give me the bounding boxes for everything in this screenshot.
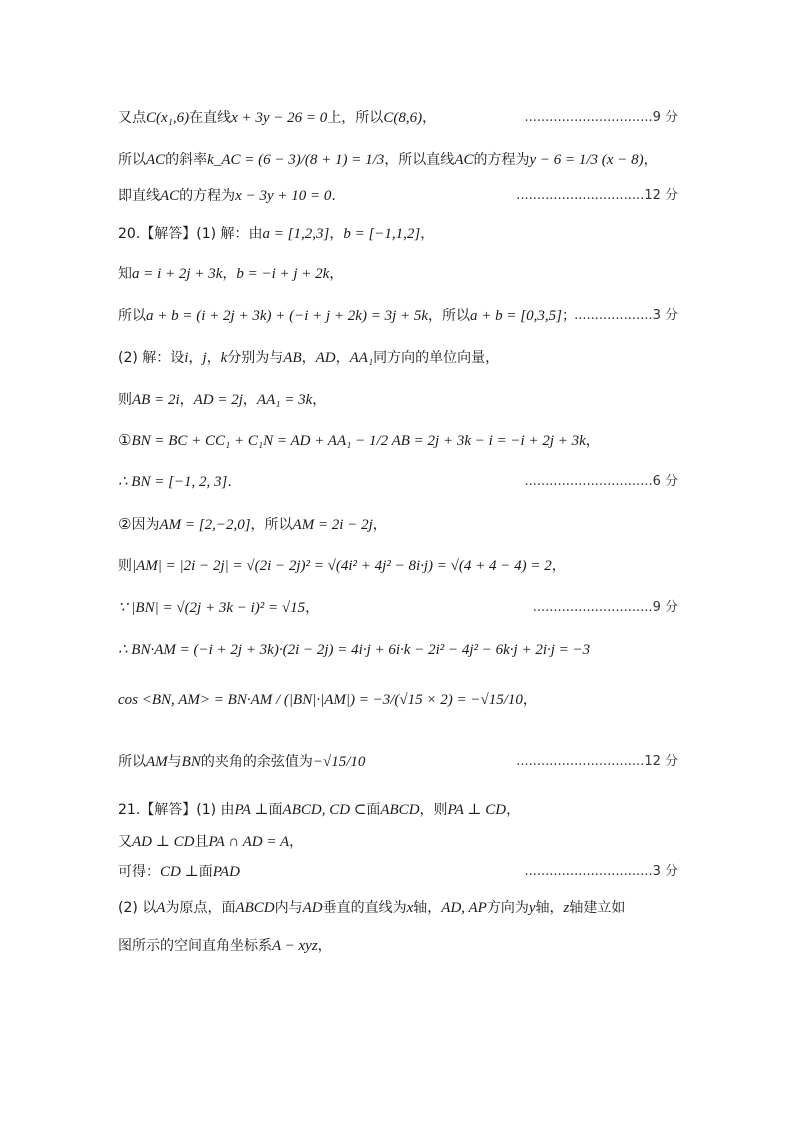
solution-line	[118, 598, 678, 618]
solution-line	[118, 472, 678, 492]
math-expression: a + b = (i + 2j + 3k) + (−i + j + 2k) = 3j + 5k	[146, 308, 429, 324]
line-text: 面	[198, 864, 213, 880]
math-expression: C(x₁,6)	[146, 110, 190, 126]
score-marker: ...............................9 分	[524, 110, 678, 125]
math-expression: j	[202, 350, 207, 366]
math-expression: AC	[160, 188, 180, 204]
solution-line	[118, 306, 678, 326]
line-text: ，	[206, 350, 221, 366]
line-text: ；	[561, 308, 576, 324]
math-expression: AM	[146, 754, 168, 770]
line-text: ，所以	[250, 517, 293, 533]
line-text: .	[331, 188, 336, 204]
line-text: ，	[372, 517, 387, 533]
math-expression: AM = [2,−2,0]	[159, 517, 251, 533]
line-text: 则	[118, 558, 132, 574]
line-text: 又点	[118, 110, 146, 126]
math-expression: x	[406, 900, 414, 916]
solution-line	[118, 936, 678, 956]
line-text: ，	[222, 266, 237, 282]
math-expression: ∵ |BN| = √(2j + 3k − i)² = √15	[118, 600, 306, 616]
line-text: ，	[551, 558, 566, 574]
solution-line	[118, 186, 678, 206]
line-text: ，则	[419, 802, 448, 818]
line-text: 分别为与	[227, 350, 284, 366]
line-text: 所以	[118, 308, 146, 324]
solution-line	[118, 556, 678, 576]
math-expression: AA₁	[349, 350, 374, 366]
line-text: ，	[643, 152, 658, 168]
solution-line	[118, 108, 678, 128]
solution-line	[118, 514, 678, 535]
solution-line	[118, 390, 678, 410]
math-expression: b = [−1,1,2]	[343, 226, 421, 242]
line-text: 轴建立如	[569, 900, 626, 916]
line-text: 21.【解答】(1) 由	[118, 802, 235, 818]
line-text: ，	[179, 392, 194, 408]
line-text: 面	[366, 802, 381, 818]
line-text: ，	[242, 392, 257, 408]
line-text: ，	[506, 802, 521, 818]
line-text: 的方程为	[473, 152, 530, 168]
line-text: 的夹角的余弦值为	[200, 754, 313, 770]
line-text: 所以	[118, 754, 146, 770]
math-expression: y − 6 = 1/3 (x − 8)	[529, 152, 644, 168]
line-text: .	[227, 474, 232, 490]
line-text: 知	[118, 266, 132, 282]
math-expression: AD ⊥ CD	[132, 834, 195, 850]
math-expression: PA ∩ AD = A	[208, 834, 290, 850]
line-text: ，	[301, 350, 316, 366]
line-text: ，	[289, 834, 304, 850]
math-expression: PA ⊥	[234, 802, 269, 818]
line-text: ，	[312, 392, 327, 408]
math-expression: ABCD	[380, 802, 420, 818]
line-text: 所以	[118, 152, 146, 168]
math-expression: AB = 2i	[132, 392, 180, 408]
line-text: ①	[118, 431, 132, 449]
score-marker: ...............................12 分	[516, 754, 678, 769]
line-text: 则	[118, 392, 132, 408]
line-text: 又	[118, 834, 132, 850]
solution-line	[118, 264, 678, 284]
solution-line	[118, 690, 678, 710]
score-marker: .............................9 分	[532, 600, 678, 615]
math-expression: ABCD	[235, 900, 275, 916]
math-expression: ∴ BN = [−1, 2, 3]	[118, 474, 228, 490]
score-marker: ...............................6 分	[524, 474, 678, 489]
line-text: 与	[167, 754, 182, 770]
math-expression: BN = BC + CC₁ + C₁N = AD + AA₁ − 1/2 AB = 2j + 3k − i = −i + 2j + 3k	[131, 433, 586, 449]
line-text: (2) 解：设	[118, 350, 185, 366]
math-expression: BN	[181, 754, 201, 770]
line-text: ，	[188, 350, 203, 366]
line-text: ，	[329, 266, 344, 282]
math-expression: CD ⊥	[160, 864, 199, 880]
line-text: 同方向的单位向量，	[373, 350, 500, 366]
line-text: (2) 以	[118, 900, 157, 916]
math-expression: AD, AP	[441, 900, 487, 916]
line-text: 且	[194, 834, 209, 850]
math-expression: y	[528, 900, 536, 916]
math-expression: AB	[283, 350, 302, 366]
solution-line	[118, 150, 678, 170]
math-expression: PAD	[212, 864, 240, 880]
line-text: ，	[305, 600, 320, 616]
line-text: 方向为	[486, 900, 529, 916]
line-text: 上，所以	[327, 110, 384, 126]
line-text: ，	[329, 226, 344, 242]
math-expression: ∴ BN·AM = (−i + 2j + 3k)·(2i − 2j) = 4i·j + 6i·k − 2i² − 4j² − 6k·j + 2i·j = −3	[118, 642, 591, 658]
math-expression: a = i + 2j + 3k	[132, 266, 223, 282]
line-text: 可得：	[118, 864, 160, 880]
math-expression: AM = 2i − 2j	[292, 517, 373, 533]
line-text: 因为	[131, 517, 160, 533]
math-expression: −√15/10	[312, 754, 366, 770]
line-text: ，所以直线	[384, 152, 455, 168]
line-text: 内与	[274, 900, 303, 916]
math-expression: k_AC = (6 − 3)/(8 + 1) = 1/3	[207, 152, 385, 168]
line-text: 图所示的空间直角坐标系	[118, 938, 272, 954]
line-text: 20.【解答】(1) 解：由	[118, 226, 263, 242]
line-text: 垂直的直线为	[322, 900, 407, 916]
line-text: ，	[422, 110, 437, 126]
line-text: ，	[317, 938, 332, 954]
score-marker: ...............................12 分	[516, 188, 678, 203]
math-expression: a + b = [0,3,5]	[470, 308, 562, 324]
solution-line	[118, 752, 678, 772]
line-text: 即直线	[118, 188, 160, 204]
math-expression: cos <BN, AM> = BN·AM / (|BN|·|AM|) = −3/(√15 × 2) = −√15/10	[118, 692, 523, 708]
math-expression: AD = 2j	[193, 392, 243, 408]
line-text: 的方程为	[179, 188, 236, 204]
solution-line	[118, 800, 678, 820]
line-text: 的斜率	[165, 152, 208, 168]
math-expression: A	[156, 900, 166, 916]
line-text: 在直线	[189, 110, 232, 126]
math-expression: a = [1,2,3]	[262, 226, 330, 242]
math-expression: C(8,6)	[383, 110, 423, 126]
solution-line	[118, 640, 678, 660]
line-text: 轴，	[535, 900, 564, 916]
solution-line	[118, 224, 678, 244]
math-expression: k	[220, 350, 228, 366]
math-expression: ABCD, CD ⊂	[282, 802, 367, 818]
line-text: ②	[118, 515, 132, 533]
solution-line	[118, 862, 678, 882]
math-expression: b = −i + j + 2k	[236, 266, 330, 282]
solution-line	[118, 898, 678, 918]
math-expression: AD	[302, 900, 323, 916]
score-marker: ...................3 分	[574, 308, 678, 323]
solution-line	[118, 832, 678, 852]
line-text: 面	[268, 802, 283, 818]
line-text: ，所以	[428, 308, 471, 324]
math-expression: AC	[454, 152, 474, 168]
solution-line	[118, 430, 678, 451]
math-expression: PA ⊥ CD	[447, 802, 507, 818]
math-expression: x − 3y + 10 = 0	[235, 188, 332, 204]
line-text: 轴，	[413, 900, 442, 916]
math-expression: AA₁ = 3k	[256, 392, 313, 408]
math-expression: A − xyz	[272, 938, 318, 954]
math-expression: AD	[315, 350, 336, 366]
line-text: ，	[335, 350, 350, 366]
score-marker: ...............................3 分	[524, 864, 678, 879]
math-expression: x + 3y − 26 = 0	[231, 110, 328, 126]
solution-line	[118, 348, 678, 368]
line-text: 为原点，面	[165, 900, 236, 916]
line-text: ，	[420, 226, 435, 242]
line-text: ，	[585, 433, 600, 449]
math-expression: z	[563, 900, 570, 916]
math-expression: |AM| = |2i − 2j| = √(2i − 2j)² = √(4i² + 4j² − 8i·j) = √(4 + 4 − 4) = 2	[132, 558, 552, 574]
line-text: ，	[522, 692, 537, 708]
math-expression: i	[184, 350, 189, 366]
math-expression: AC	[146, 152, 166, 168]
